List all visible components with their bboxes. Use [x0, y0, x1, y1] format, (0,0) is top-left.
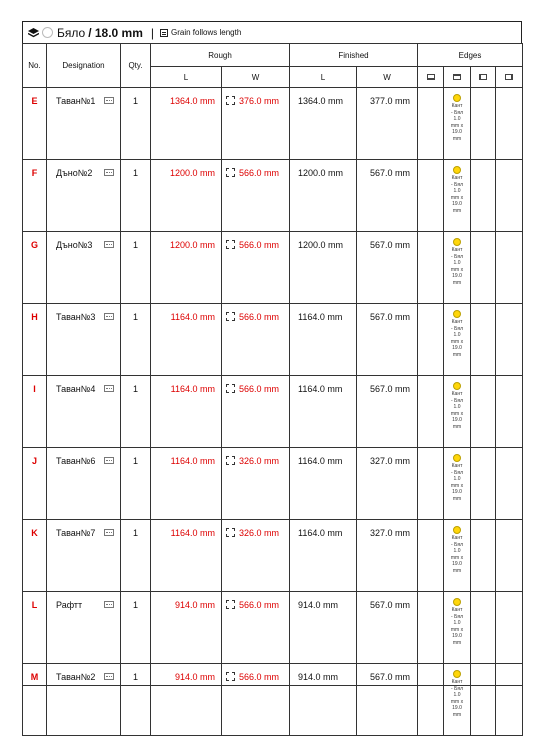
grain-icon — [160, 29, 168, 37]
rough-width: 566.0 mm — [239, 168, 280, 178]
rough-length: 914.0 mm — [151, 664, 222, 736]
footer-divider — [22, 685, 522, 686]
rough-length: 1164.0 mm — [151, 376, 222, 448]
col-no: No. — [23, 44, 47, 88]
finished-length: 914.0 mm — [290, 664, 357, 736]
edge-right-icon — [496, 67, 523, 88]
panel-icon — [104, 385, 114, 392]
col-edges: Edges — [418, 44, 523, 67]
rough-width: 566.0 mm — [239, 672, 280, 682]
table-row — [23, 448, 523, 520]
finished-length: 1164.0 mm — [290, 520, 357, 592]
width-icon — [226, 456, 235, 465]
part-number: H — [23, 304, 47, 376]
cutlist-panel — [22, 21, 522, 736]
edge-label: Кант - Бял 1.0 mm x 19.0 mm — [450, 535, 464, 574]
rough-length: 1164.0 mm — [151, 448, 222, 520]
rough-width: 376.0 mm — [239, 96, 280, 106]
parts-table — [22, 43, 523, 736]
finished-length: 1200.0 mm — [290, 232, 357, 304]
part-designation: Таван№7 — [56, 528, 96, 538]
width-icon — [226, 240, 235, 249]
finished-length: 914.0 mm — [290, 592, 357, 664]
material-thickness: / 18.0 mm — [88, 25, 143, 40]
table-row — [23, 232, 523, 304]
width-icon — [226, 528, 235, 537]
edge-dot-icon — [453, 238, 461, 246]
width-icon — [226, 168, 235, 177]
finished-width: 377.0 mm — [357, 88, 418, 160]
part-designation: Таван№2 — [56, 672, 96, 682]
table-row — [23, 160, 523, 232]
part-qty: 1 — [121, 592, 151, 664]
table-row — [23, 592, 523, 664]
part-number: F — [23, 160, 47, 232]
part-qty: 1 — [121, 304, 151, 376]
edge-dot-icon — [453, 598, 461, 606]
col-designation: Designation — [47, 44, 121, 88]
edge-dot-icon — [453, 526, 461, 534]
finished-length: 1364.0 mm — [290, 88, 357, 160]
layers-icon — [27, 27, 39, 39]
finished-width: 567.0 mm — [357, 664, 418, 736]
part-number: L — [23, 592, 47, 664]
part-qty: 1 — [121, 232, 151, 304]
part-number: E — [23, 88, 47, 160]
finished-length: 1164.0 mm — [290, 448, 357, 520]
panel-icon — [104, 313, 114, 320]
edge-label: Кант - Бял 1.0 mm x 19.0 mm — [450, 391, 464, 430]
part-designation: Таван№3 — [56, 312, 96, 322]
material-swatch-icon — [42, 27, 53, 38]
edge-dot-icon — [453, 166, 461, 174]
part-designation: Таван№6 — [56, 456, 96, 466]
rough-length: 1164.0 mm — [151, 304, 222, 376]
panel-icon — [104, 457, 114, 464]
grain-direction: Grain follows length — [171, 28, 242, 37]
finished-width: 567.0 mm — [357, 592, 418, 664]
col-finished-w: W — [357, 67, 418, 88]
finished-width: 567.0 mm — [357, 304, 418, 376]
edge-label: Кант - Бял 1.0 mm x 19.0 mm — [450, 679, 464, 718]
table-row — [23, 304, 523, 376]
edge-label: Кант - Бял 1.0 mm x 19.0 mm — [450, 103, 464, 142]
part-qty: 1 — [121, 160, 151, 232]
edge-label: Кант - Бял 1.0 mm x 19.0 mm — [450, 319, 464, 358]
part-number: G — [23, 232, 47, 304]
finished-width: 567.0 mm — [357, 376, 418, 448]
panel-icon — [104, 601, 114, 608]
part-qty: 1 — [121, 664, 151, 736]
finished-width: 567.0 mm — [357, 160, 418, 232]
part-designation: Таван№4 — [56, 384, 96, 394]
table-row — [23, 376, 523, 448]
col-rough-w: W — [222, 67, 290, 88]
rough-length: 1200.0 mm — [151, 160, 222, 232]
col-rough-l: L — [151, 67, 222, 88]
width-icon — [226, 384, 235, 393]
finished-width: 567.0 mm — [357, 232, 418, 304]
panel-icon — [104, 529, 114, 536]
edge-label: Кант - Бял 1.0 mm x 19.0 mm — [450, 247, 464, 286]
rough-length: 1164.0 mm — [151, 520, 222, 592]
table-row — [23, 88, 523, 160]
rough-width: 566.0 mm — [239, 240, 280, 250]
part-number: M — [23, 664, 47, 736]
width-icon — [226, 672, 235, 681]
rough-width: 326.0 mm — [239, 528, 280, 538]
edge-dot-icon — [453, 454, 461, 462]
part-designation: Дъно№2 — [56, 168, 93, 178]
part-designation: Дъно№3 — [56, 240, 93, 250]
rough-width: 566.0 mm — [239, 600, 280, 610]
part-number: I — [23, 376, 47, 448]
part-designation: Рафтт — [56, 600, 83, 610]
panel-icon — [104, 673, 114, 680]
edge-left-icon — [471, 67, 496, 88]
rough-width: 566.0 mm — [239, 384, 280, 394]
part-qty: 1 — [121, 376, 151, 448]
edge-label: Кант - Бял 1.0 mm x 19.0 mm — [450, 175, 464, 214]
finished-length: 1200.0 mm — [290, 160, 357, 232]
width-icon — [226, 96, 235, 105]
rough-length: 1200.0 mm — [151, 232, 222, 304]
part-designation: Таван№1 — [56, 96, 96, 106]
part-number: J — [23, 448, 47, 520]
edge-label: Кант - Бял 1.0 mm x 19.0 mm — [450, 463, 464, 502]
col-qty: Qty. — [121, 44, 151, 88]
part-number: K — [23, 520, 47, 592]
finished-width: 327.0 mm — [357, 520, 418, 592]
panel-icon — [104, 97, 114, 104]
table-row — [23, 520, 523, 592]
col-rough: Rough — [151, 44, 290, 67]
part-qty: 1 — [121, 448, 151, 520]
rough-length: 1364.0 mm — [151, 88, 222, 160]
width-icon — [226, 600, 235, 609]
material-header — [22, 21, 522, 43]
finished-length: 1164.0 mm — [290, 376, 357, 448]
width-icon — [226, 312, 235, 321]
header-separator: | — [150, 25, 155, 40]
rough-length: 914.0 mm — [151, 592, 222, 664]
panel-icon — [104, 169, 114, 176]
edge-dot-icon — [453, 310, 461, 318]
part-qty: 1 — [121, 520, 151, 592]
edge-dot-icon — [453, 382, 461, 390]
edge-label: Кант - Бял 1.0 mm x 19.0 mm — [450, 607, 464, 646]
edge-bottom-icon — [418, 67, 444, 88]
edge-top-icon — [444, 67, 471, 88]
edge-dot-icon — [453, 670, 461, 678]
table-row — [23, 664, 523, 736]
edge-dot-icon — [453, 94, 461, 102]
rough-width: 326.0 mm — [239, 456, 280, 466]
part-qty: 1 — [121, 88, 151, 160]
col-finished-l: L — [290, 67, 357, 88]
col-finished: Finished — [290, 44, 418, 67]
panel-icon — [104, 241, 114, 248]
finished-width: 327.0 mm — [357, 448, 418, 520]
material-name: Бяло — [57, 25, 86, 40]
finished-length: 1164.0 mm — [290, 304, 357, 376]
rough-width: 566.0 mm — [239, 312, 280, 322]
